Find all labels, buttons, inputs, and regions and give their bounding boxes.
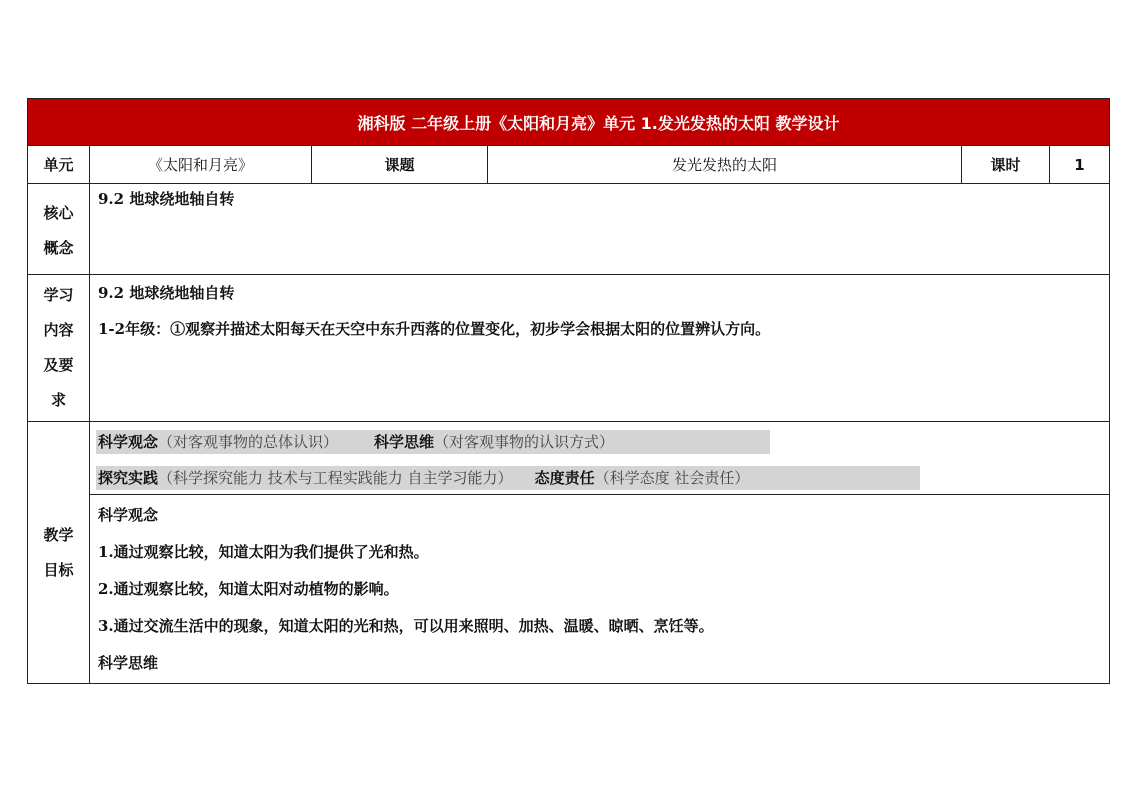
study-label-line: 内容 xyxy=(43,321,74,339)
core-concept-label-line: 核心 xyxy=(43,204,74,222)
goals-label-line: 目标 xyxy=(43,560,74,579)
goals-item: 2.通过观察比较，知道太阳对动植物的影响。 xyxy=(98,580,399,598)
topic-label: 课题 xyxy=(312,146,488,183)
goals-tag-line-1: 科学观念（对客观事物的总体认识） 科学思维（对客观事物的认识方式） xyxy=(96,430,770,454)
study-label-line: 学习 xyxy=(43,286,74,304)
topic-value: 发光发热的太阳 xyxy=(488,146,962,183)
period-label: 课时 xyxy=(962,146,1050,183)
goals-item: 1.通过观察比较，知道太阳为我们提供了光和热。 xyxy=(98,543,429,561)
goals-tags xyxy=(90,422,1109,495)
period-value: 1 xyxy=(1074,155,1085,174)
document-title: 湘科版 二年级上册《太阳和月亮》单元 1.发光发热的太阳 教学设计 xyxy=(28,99,1109,146)
core-concept-text: 9.2 地球绕地轴自转 xyxy=(98,190,235,208)
goals-item: 3.通过交流生活中的现象，知道太阳的光和热，可以用来照明、加热、温暖、晾晒、烹饪等。 xyxy=(98,617,714,635)
unit-label: 单元 xyxy=(28,146,90,183)
study-label-line: 及要 xyxy=(43,356,74,374)
core-concept-label xyxy=(28,184,90,274)
study-line-2: 1-2年级：①观察并描述太阳每天在天空中东升西落的位置变化，初步学会根据太阳的位置辨认方向。 xyxy=(98,320,771,338)
study-line-1: 9.2 地球绕地轴自转 xyxy=(98,284,235,302)
goals-label-line: 教学 xyxy=(43,525,74,544)
goals-section-title: 科学思维 xyxy=(98,654,159,672)
lesson-plan-table xyxy=(27,98,1110,684)
goals-details xyxy=(90,495,1109,684)
goals-section-title: 科学观念 xyxy=(98,506,159,524)
header-row xyxy=(28,146,1109,184)
study-label-line: 求 xyxy=(50,391,66,409)
study-row xyxy=(28,275,1109,422)
goals-row xyxy=(28,422,1109,683)
goals-label xyxy=(28,422,90,683)
study-label xyxy=(28,275,90,421)
unit-value: 《太阳和月亮》 xyxy=(90,146,312,183)
goals-content xyxy=(90,422,1109,683)
goals-tag-line-2: 探究实践（科学探究能力 技术与工程实践能力 自主学习能力） 态度责任（科学态度 社会责任） xyxy=(96,466,920,490)
core-concept-label-line: 概念 xyxy=(43,239,74,257)
study-content xyxy=(90,275,1109,421)
core-concept-row xyxy=(28,184,1109,275)
